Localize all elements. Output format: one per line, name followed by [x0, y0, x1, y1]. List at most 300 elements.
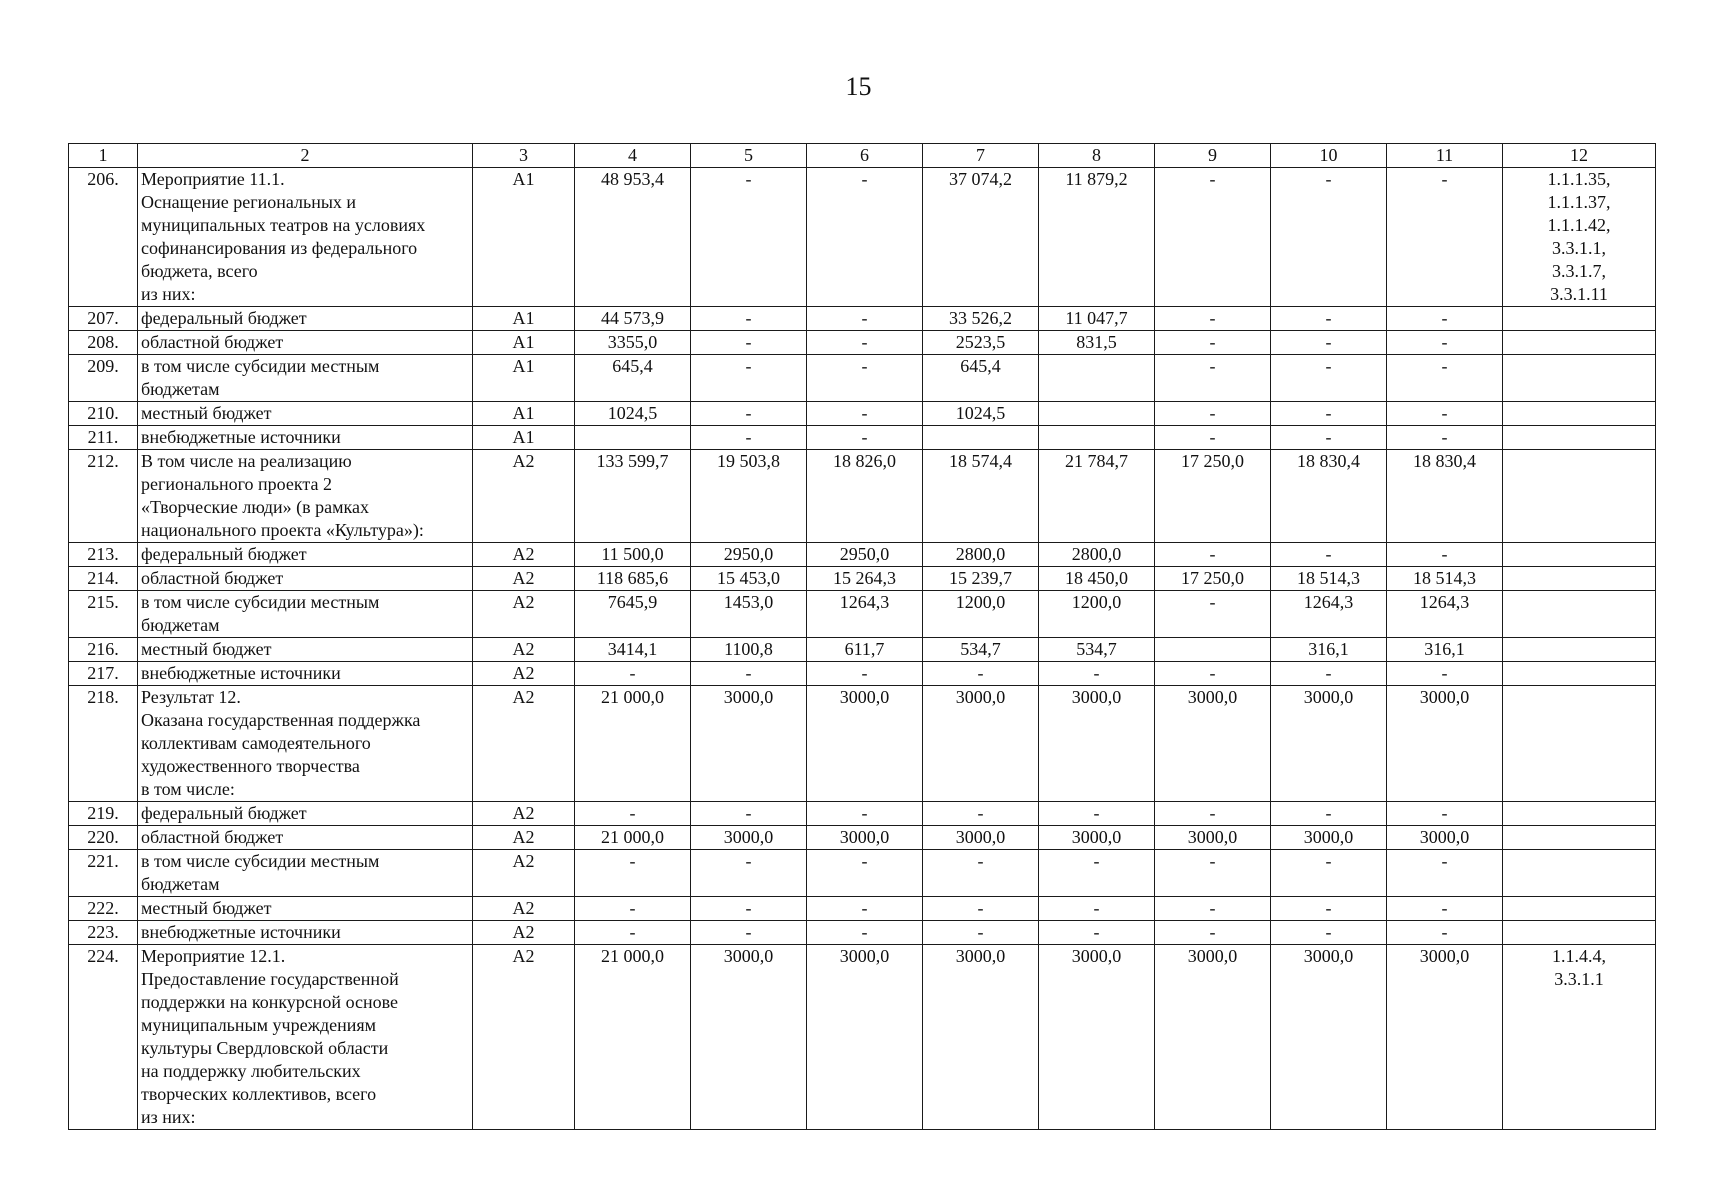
- amount-cell: -: [575, 662, 691, 686]
- amount-cell: [1039, 355, 1155, 402]
- target-ref: 3.3.1.1,: [1552, 238, 1606, 258]
- amount-cell: 645,4: [923, 355, 1039, 402]
- column-header: 10: [1271, 144, 1387, 168]
- table-row: [69, 826, 1656, 850]
- amount-cell: -: [1271, 168, 1387, 307]
- amount-cell: -: [923, 850, 1039, 897]
- row-number: 218.: [69, 686, 138, 802]
- amount-cell: 15 239,7: [923, 567, 1039, 591]
- amount-cell: -: [691, 850, 807, 897]
- source-code: А1: [473, 307, 575, 331]
- amount-cell: 3000,0: [1387, 686, 1503, 802]
- amount-cell: -: [1155, 897, 1271, 921]
- table-body: [69, 168, 1656, 1130]
- table-row: [69, 921, 1656, 945]
- row-number: 212.: [69, 450, 138, 543]
- source-code: А1: [473, 355, 575, 402]
- target-ref: 1.1.1.35,: [1547, 169, 1611, 189]
- amount-cell: -: [575, 850, 691, 897]
- amount-cell: 11 500,0: [575, 543, 691, 567]
- amount-cell: 1264,3: [1387, 591, 1503, 638]
- amount-cell: -: [807, 331, 923, 355]
- amount-cell: 3000,0: [1387, 826, 1503, 850]
- amount-cell: 1200,0: [1039, 591, 1155, 638]
- amount-cell: [923, 426, 1039, 450]
- row-number: 222.: [69, 897, 138, 921]
- amount-cell: 19 503,8: [691, 450, 807, 543]
- amount-cell: 21 000,0: [575, 686, 691, 802]
- description-line: внебюджетные источники: [141, 663, 341, 683]
- row-number: 216.: [69, 638, 138, 662]
- amount-cell: -: [923, 802, 1039, 826]
- row-number: 209.: [69, 355, 138, 402]
- amount-cell: -: [691, 897, 807, 921]
- amount-cell: 316,1: [1387, 638, 1503, 662]
- amount-cell: -: [1271, 307, 1387, 331]
- amount-cell: -: [1387, 662, 1503, 686]
- amount-cell: -: [1155, 921, 1271, 945]
- table-row: [69, 168, 1656, 307]
- amount-cell: -: [807, 355, 923, 402]
- amount-cell: 3000,0: [1271, 826, 1387, 850]
- row-number: 207.: [69, 307, 138, 331]
- amount-cell: 1200,0: [923, 591, 1039, 638]
- description-line: в том числе субсидии местным: [141, 851, 380, 871]
- amount-cell: 1264,3: [807, 591, 923, 638]
- amount-cell: -: [691, 802, 807, 826]
- target-refs: [1503, 662, 1656, 686]
- amount-cell: [575, 426, 691, 450]
- row-description: [138, 921, 473, 945]
- row-description: [138, 567, 473, 591]
- amount-cell: -: [1271, 426, 1387, 450]
- amount-cell: -: [1387, 426, 1503, 450]
- amount-cell: 611,7: [807, 638, 923, 662]
- description-line: бюджета, всего: [141, 261, 258, 281]
- amount-cell: 44 573,9: [575, 307, 691, 331]
- table-row: [69, 662, 1656, 686]
- description-line: Результат 12.: [141, 687, 241, 707]
- amount-cell: 3000,0: [1271, 945, 1387, 1130]
- amount-cell: 3355,0: [575, 331, 691, 355]
- description-line: в том числе субсидии местным: [141, 356, 380, 376]
- target-ref: 1.1.1.42,: [1547, 215, 1611, 235]
- amount-cell: [1155, 638, 1271, 662]
- amount-cell: 18 514,3: [1387, 567, 1503, 591]
- amount-cell: 11 879,2: [1039, 168, 1155, 307]
- target-ref: 3.3.1.7,: [1552, 261, 1606, 281]
- amount-cell: -: [1155, 402, 1271, 426]
- target-refs: [1503, 802, 1656, 826]
- row-description: [138, 168, 473, 307]
- table-row: [69, 567, 1656, 591]
- column-header: 7: [923, 144, 1039, 168]
- description-line: софинансирования из федерального: [141, 238, 418, 258]
- row-number: 224.: [69, 945, 138, 1130]
- row-description: [138, 543, 473, 567]
- amount-cell: -: [575, 802, 691, 826]
- budget-table: [68, 143, 1656, 1130]
- amount-cell: -: [807, 168, 923, 307]
- amount-cell: 3000,0: [807, 945, 923, 1130]
- amount-cell: 18 826,0: [807, 450, 923, 543]
- description-line: бюджетам: [141, 379, 220, 399]
- amount-cell: 1100,8: [691, 638, 807, 662]
- table-row: [69, 355, 1656, 402]
- target-refs: [1503, 921, 1656, 945]
- amount-cell: 18 830,4: [1271, 450, 1387, 543]
- amount-cell: -: [691, 402, 807, 426]
- description-line: местный бюджет: [141, 403, 272, 423]
- table-row: [69, 850, 1656, 897]
- amount-cell: 18 830,4: [1387, 450, 1503, 543]
- amount-cell: -: [691, 355, 807, 402]
- amount-cell: 37 074,2: [923, 168, 1039, 307]
- amount-cell: -: [1271, 662, 1387, 686]
- amount-cell: 15 264,3: [807, 567, 923, 591]
- amount-cell: -: [807, 850, 923, 897]
- row-number: 210.: [69, 402, 138, 426]
- row-description: [138, 591, 473, 638]
- amount-cell: -: [1039, 802, 1155, 826]
- amount-cell: -: [1155, 307, 1271, 331]
- description-line: В том числе на реализацию: [141, 451, 352, 471]
- amount-cell: -: [691, 426, 807, 450]
- target-refs: [1503, 307, 1656, 331]
- row-number: 206.: [69, 168, 138, 307]
- row-description: [138, 402, 473, 426]
- table-row: [69, 307, 1656, 331]
- table-row: [69, 686, 1656, 802]
- row-number: 214.: [69, 567, 138, 591]
- table-row: [69, 945, 1656, 1130]
- amount-cell: -: [1155, 802, 1271, 826]
- amount-cell: -: [691, 921, 807, 945]
- amount-cell: -: [1155, 543, 1271, 567]
- table-row: [69, 638, 1656, 662]
- amount-cell: 1453,0: [691, 591, 807, 638]
- amount-cell: 2950,0: [807, 543, 923, 567]
- row-number: 211.: [69, 426, 138, 450]
- source-code: А2: [473, 850, 575, 897]
- amount-cell: -: [807, 402, 923, 426]
- amount-cell: -: [1039, 921, 1155, 945]
- amount-cell: 2523,5: [923, 331, 1039, 355]
- source-code: А1: [473, 168, 575, 307]
- description-line: культуры Свердловской области: [141, 1038, 389, 1058]
- row-number: 215.: [69, 591, 138, 638]
- amount-cell: 17 250,0: [1155, 567, 1271, 591]
- target-refs: [1503, 567, 1656, 591]
- amount-cell: 118 685,6: [575, 567, 691, 591]
- description-line: регионального проекта 2: [141, 474, 332, 494]
- source-code: А1: [473, 402, 575, 426]
- target-refs: [1503, 168, 1656, 307]
- amount-cell: -: [1387, 897, 1503, 921]
- table-row: [69, 897, 1656, 921]
- amount-cell: -: [1271, 802, 1387, 826]
- amount-cell: -: [1039, 897, 1155, 921]
- amount-cell: 3000,0: [1155, 945, 1271, 1130]
- description-line: «Творческие люди» (в рамках: [141, 497, 370, 517]
- description-line: областной бюджет: [141, 827, 284, 847]
- amount-cell: -: [1271, 402, 1387, 426]
- amount-cell: 3000,0: [807, 686, 923, 802]
- amount-cell: -: [691, 662, 807, 686]
- amount-cell: -: [1155, 331, 1271, 355]
- description-line: областной бюджет: [141, 568, 284, 588]
- description-line: в том числе:: [141, 779, 235, 799]
- description-line: местный бюджет: [141, 639, 272, 659]
- row-number: 208.: [69, 331, 138, 355]
- description-line: из них:: [141, 284, 196, 304]
- amount-cell: [1039, 426, 1155, 450]
- amount-cell: -: [1271, 331, 1387, 355]
- description-line: муниципальных театров на условиях: [141, 215, 426, 235]
- column-header: 11: [1387, 144, 1503, 168]
- source-code: А2: [473, 686, 575, 802]
- amount-cell: -: [691, 331, 807, 355]
- amount-cell: -: [1039, 662, 1155, 686]
- description-line: местный бюджет: [141, 898, 272, 918]
- target-refs: [1503, 850, 1656, 897]
- row-description: [138, 355, 473, 402]
- amount-cell: -: [1271, 355, 1387, 402]
- amount-cell: -: [575, 897, 691, 921]
- row-description: [138, 307, 473, 331]
- amount-cell: 11 047,7: [1039, 307, 1155, 331]
- description-line: муниципальным учреждениям: [141, 1015, 377, 1035]
- amount-cell: -: [923, 921, 1039, 945]
- column-header: 4: [575, 144, 691, 168]
- amount-cell: -: [807, 307, 923, 331]
- row-number: 221.: [69, 850, 138, 897]
- target-ref: 3.3.1.11: [1550, 284, 1608, 304]
- amount-cell: 3000,0: [1387, 945, 1503, 1130]
- description-line: Оказана государственная поддержка: [141, 710, 421, 730]
- column-header: 1: [69, 144, 138, 168]
- amount-cell: 3000,0: [691, 826, 807, 850]
- source-code: А2: [473, 662, 575, 686]
- description-line: федеральный бюджет: [141, 803, 307, 823]
- amount-cell: -: [691, 168, 807, 307]
- source-code: А2: [473, 826, 575, 850]
- table-row: [69, 426, 1656, 450]
- amount-cell: 831,5: [1039, 331, 1155, 355]
- amount-cell: -: [923, 897, 1039, 921]
- amount-cell: 133 599,7: [575, 450, 691, 543]
- column-header: 2: [138, 144, 473, 168]
- description-line: творческих коллективов, всего: [141, 1084, 377, 1104]
- row-description: [138, 662, 473, 686]
- description-line: на поддержку любительских: [141, 1061, 361, 1081]
- amount-cell: -: [807, 897, 923, 921]
- source-code: А1: [473, 331, 575, 355]
- row-description: [138, 945, 473, 1130]
- amount-cell: 3000,0: [691, 686, 807, 802]
- amount-cell: 3000,0: [691, 945, 807, 1130]
- amount-cell: -: [807, 802, 923, 826]
- row-description: [138, 802, 473, 826]
- amount-cell: 534,7: [1039, 638, 1155, 662]
- source-code: А2: [473, 638, 575, 662]
- target-refs: [1503, 945, 1656, 1130]
- amount-cell: 534,7: [923, 638, 1039, 662]
- amount-cell: 21 000,0: [575, 945, 691, 1130]
- description-line: внебюджетные источники: [141, 427, 341, 447]
- table-row: [69, 331, 1656, 355]
- amount-cell: 3000,0: [1155, 826, 1271, 850]
- amount-cell: 1024,5: [575, 402, 691, 426]
- description-line: национального проекта «Культура»):: [141, 520, 424, 540]
- amount-cell: 3000,0: [1039, 945, 1155, 1130]
- column-header: 6: [807, 144, 923, 168]
- source-code: А2: [473, 543, 575, 567]
- amount-cell: 3414,1: [575, 638, 691, 662]
- table-row: [69, 591, 1656, 638]
- amount-cell: -: [923, 662, 1039, 686]
- table-row: [69, 543, 1656, 567]
- amount-cell: 18 450,0: [1039, 567, 1155, 591]
- amount-cell: -: [1387, 331, 1503, 355]
- row-description: [138, 331, 473, 355]
- amount-cell: 2950,0: [691, 543, 807, 567]
- column-header: 9: [1155, 144, 1271, 168]
- amount-cell: -: [807, 921, 923, 945]
- amount-cell: -: [1155, 355, 1271, 402]
- amount-cell: 3000,0: [1039, 826, 1155, 850]
- amount-cell: -: [1387, 307, 1503, 331]
- amount-cell: 645,4: [575, 355, 691, 402]
- row-description: [138, 450, 473, 543]
- amount-cell: 2800,0: [1039, 543, 1155, 567]
- table-row: [69, 402, 1656, 426]
- row-description: [138, 850, 473, 897]
- target-refs: [1503, 450, 1656, 543]
- amount-cell: -: [575, 921, 691, 945]
- column-header: 3: [473, 144, 575, 168]
- amount-cell: -: [1155, 426, 1271, 450]
- amount-cell: 15 453,0: [691, 567, 807, 591]
- row-description: [138, 426, 473, 450]
- amount-cell: 1024,5: [923, 402, 1039, 426]
- source-code: А2: [473, 945, 575, 1130]
- row-number: 220.: [69, 826, 138, 850]
- target-ref: 1.1.4.4,: [1552, 946, 1606, 966]
- amount-cell: 3000,0: [923, 686, 1039, 802]
- source-code: А2: [473, 802, 575, 826]
- row-number: 213.: [69, 543, 138, 567]
- amount-cell: 316,1: [1271, 638, 1387, 662]
- column-header: 12: [1503, 144, 1656, 168]
- amount-cell: 17 250,0: [1155, 450, 1271, 543]
- amount-cell: [1039, 402, 1155, 426]
- row-description: [138, 897, 473, 921]
- amount-cell: 3000,0: [923, 826, 1039, 850]
- amount-cell: -: [1387, 921, 1503, 945]
- amount-cell: 33 526,2: [923, 307, 1039, 331]
- page-number: 15: [845, 72, 872, 101]
- row-description: [138, 638, 473, 662]
- amount-cell: -: [1155, 168, 1271, 307]
- amount-cell: -: [1271, 897, 1387, 921]
- description-line: Предоставление государственной: [141, 969, 399, 989]
- column-header: 8: [1039, 144, 1155, 168]
- column-number-row: [69, 144, 1656, 168]
- target-refs: [1503, 331, 1656, 355]
- row-number: 223.: [69, 921, 138, 945]
- target-refs: [1503, 638, 1656, 662]
- target-refs: [1503, 686, 1656, 802]
- amount-cell: -: [1387, 543, 1503, 567]
- source-code: А2: [473, 897, 575, 921]
- amount-cell: -: [1387, 355, 1503, 402]
- amount-cell: 3000,0: [807, 826, 923, 850]
- source-code: А1: [473, 426, 575, 450]
- target-ref: 3.3.1.1: [1554, 969, 1604, 989]
- amount-cell: -: [1271, 921, 1387, 945]
- description-line: федеральный бюджет: [141, 544, 307, 564]
- description-line: бюджетам: [141, 874, 220, 894]
- amount-cell: 1264,3: [1271, 591, 1387, 638]
- table-row: [69, 802, 1656, 826]
- description-line: Мероприятие 11.1.: [141, 169, 285, 189]
- description-line: внебюджетные источники: [141, 922, 341, 942]
- amount-cell: -: [1155, 591, 1271, 638]
- target-refs: [1503, 543, 1656, 567]
- target-refs: [1503, 402, 1656, 426]
- source-code: А2: [473, 921, 575, 945]
- amount-cell: 3000,0: [923, 945, 1039, 1130]
- amount-cell: 3000,0: [1155, 686, 1271, 802]
- amount-cell: 3000,0: [1271, 686, 1387, 802]
- amount-cell: 48 953,4: [575, 168, 691, 307]
- table-row: [69, 450, 1656, 543]
- amount-cell: -: [1271, 850, 1387, 897]
- amount-cell: -: [1387, 850, 1503, 897]
- target-refs: [1503, 897, 1656, 921]
- amount-cell: 2800,0: [923, 543, 1039, 567]
- amount-cell: 3000,0: [1039, 686, 1155, 802]
- description-line: Мероприятие 12.1.: [141, 946, 286, 966]
- amount-cell: -: [807, 426, 923, 450]
- amount-cell: 18 514,3: [1271, 567, 1387, 591]
- description-line: областной бюджет: [141, 332, 284, 352]
- row-number: 219.: [69, 802, 138, 826]
- amount-cell: -: [807, 662, 923, 686]
- row-number: 217.: [69, 662, 138, 686]
- target-refs: [1503, 591, 1656, 638]
- description-line: бюджетам: [141, 615, 220, 635]
- row-description: [138, 686, 473, 802]
- description-line: художественного творчества: [141, 756, 360, 776]
- row-description: [138, 826, 473, 850]
- amount-cell: -: [1387, 802, 1503, 826]
- target-refs: [1503, 355, 1656, 402]
- target-ref: 1.1.1.37,: [1547, 192, 1611, 212]
- amount-cell: 7645,9: [575, 591, 691, 638]
- description-line: коллективам самодеятельного: [141, 733, 371, 753]
- amount-cell: -: [691, 307, 807, 331]
- amount-cell: -: [1271, 543, 1387, 567]
- amount-cell: -: [1387, 402, 1503, 426]
- description-line: из них:: [141, 1107, 196, 1127]
- description-line: федеральный бюджет: [141, 308, 307, 328]
- column-header: 5: [691, 144, 807, 168]
- amount-cell: -: [1155, 662, 1271, 686]
- amount-cell: -: [1039, 850, 1155, 897]
- amount-cell: -: [1387, 168, 1503, 307]
